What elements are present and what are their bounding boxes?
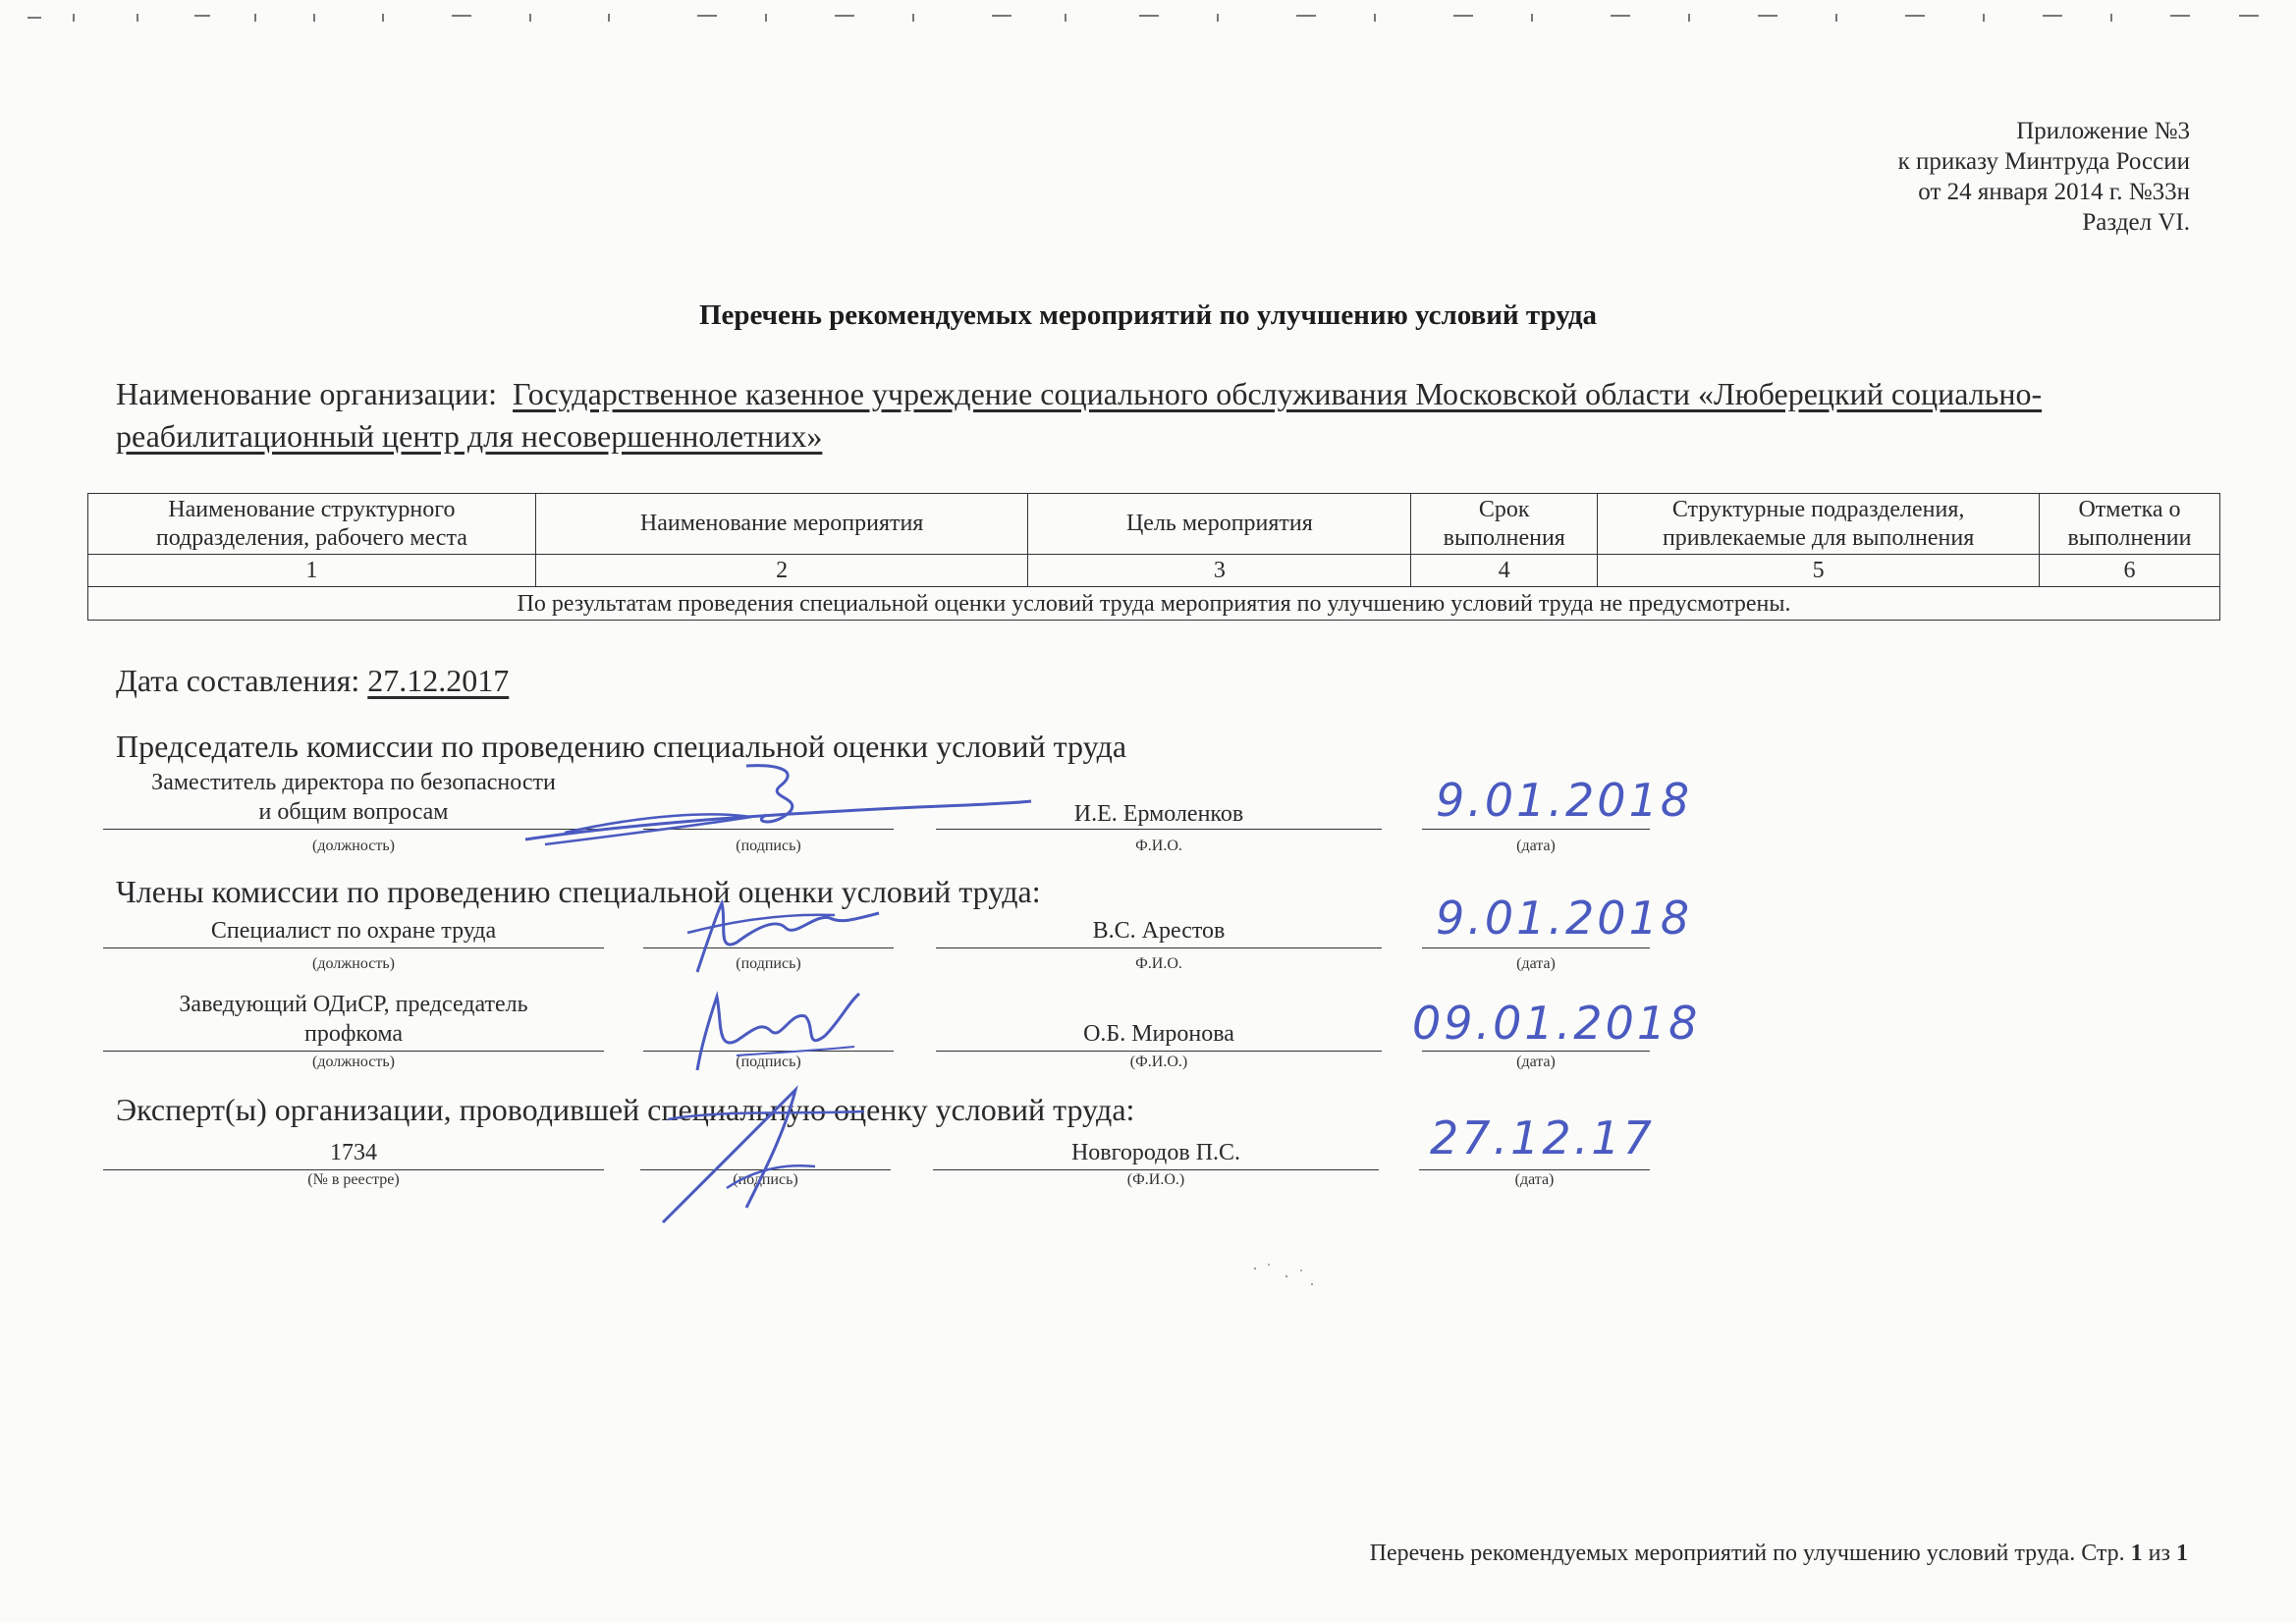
organization-block bbox=[116, 373, 2188, 458]
chairman-name: И.Е. Ермоленков bbox=[936, 800, 1382, 830]
table-number-row bbox=[88, 555, 2220, 587]
appendix-line: Приложение №3 bbox=[2016, 118, 2190, 144]
scan-speckles bbox=[1247, 1257, 1326, 1296]
appendix-line: от 24 января 2014 г. №33н bbox=[1918, 179, 2190, 205]
caption-signature: (подпись) bbox=[736, 1054, 801, 1070]
chairman-heading: Председатель комиссии по проведению специальной оценки условий труда bbox=[116, 729, 1127, 764]
caption-date: (дата) bbox=[1516, 1054, 1556, 1070]
compiled-date-label: Дата составления: bbox=[116, 663, 360, 698]
expert-registry-number: 1734 bbox=[103, 1139, 604, 1170]
caption-fio: Ф.И.О. bbox=[1135, 838, 1182, 854]
members-heading: Члены комиссии по проведению специальной оценки условий труда: bbox=[116, 874, 1041, 909]
caption-position: (должность) bbox=[312, 838, 395, 854]
caption-position: (должность) bbox=[312, 1054, 395, 1070]
table-number-cell: 2 bbox=[535, 555, 1028, 587]
footer-page-total: 1 bbox=[2176, 1541, 2188, 1566]
table-number-cell: 4 bbox=[1411, 555, 1598, 587]
table-number-cell: 5 bbox=[1598, 555, 2040, 587]
caption-date: (дата) bbox=[1516, 838, 1556, 854]
caption-fio: (Ф.И.О.) bbox=[1129, 1054, 1188, 1070]
expert-name: Новгородов П.С. bbox=[933, 1139, 1379, 1170]
footer-text: Перечень рекомендуемых мероприятий по улучшению условий труда. Стр. bbox=[1369, 1541, 2125, 1566]
caption-position: (должность) bbox=[312, 955, 395, 972]
member2-position-line: Заведующий ОДиСР, председатель bbox=[179, 992, 528, 1017]
table-header-cell: Цель мероприятия bbox=[1028, 494, 1411, 555]
caption-fio: Ф.И.О. bbox=[1135, 955, 1182, 972]
chairman-position-line: Заместитель директора по безопасности bbox=[151, 770, 556, 795]
compiled-date-block bbox=[116, 663, 517, 699]
member2-handwritten-date: 09.01.2018 bbox=[1412, 997, 1701, 1050]
table-header-cell: Структурные подразделения, привлекаемые для выполнения bbox=[1598, 494, 2040, 555]
expert-signature-icon bbox=[648, 1070, 884, 1227]
table-note: По результатам проведения специальной оценки условий труда мероприятия по улучшению условий труда не предусмотрены. bbox=[88, 587, 2220, 621]
footer-of: из bbox=[2148, 1541, 2170, 1566]
caption-date: (дата) bbox=[1514, 1171, 1555, 1188]
member2-position-line: профкома bbox=[303, 1021, 404, 1047]
member1-position: Специалист по охране труда bbox=[103, 917, 604, 948]
table-header-row bbox=[88, 494, 2220, 555]
appendix-header bbox=[1898, 116, 2190, 238]
organization-name: Государственное казенное учреждение социального обслуживания Московской области «Люберецкий социально-реабилитационный центр для несовершеннолетних» bbox=[116, 376, 2043, 454]
experts-heading: Эксперт(ы) организации, проводившей специальную оценку условий труда: bbox=[116, 1092, 1135, 1127]
document-title: Перечень рекомендуемых мероприятий по улучшению условий труда bbox=[698, 299, 1598, 331]
table-header-cell: Наименование мероприятия bbox=[535, 494, 1028, 555]
member2-signature-icon bbox=[678, 982, 874, 1080]
chairman-handwritten-date: 9.01.2018 bbox=[1436, 774, 1693, 827]
member2-position bbox=[103, 990, 604, 1052]
caption-signature: (подпись) bbox=[733, 1171, 798, 1188]
compiled-date-value: 27.12.2017 bbox=[367, 663, 510, 698]
table-header-cell: Срок выполнения bbox=[1411, 494, 1598, 555]
table-header-cell: Отметка о выполнении bbox=[2040, 494, 2220, 555]
appendix-line: Раздел VI. bbox=[2082, 209, 2190, 236]
caption-signature: (подпись) bbox=[736, 955, 801, 972]
member1-handwritten-date: 9.01.2018 bbox=[1436, 892, 1693, 945]
expert-handwritten-date: 27.12.17 bbox=[1430, 1111, 1655, 1164]
table-number-cell: 3 bbox=[1028, 555, 1411, 587]
chairman-position-line: и общим вопросам bbox=[258, 799, 449, 825]
caption-registry: (№ в реестре) bbox=[307, 1171, 400, 1188]
organization-label: Наименование организации: bbox=[116, 376, 498, 411]
caption-date: (дата) bbox=[1516, 955, 1556, 972]
table-note-row bbox=[88, 587, 2220, 621]
page-footer bbox=[1370, 1541, 2188, 1567]
caption-signature: (подпись) bbox=[736, 838, 801, 854]
caption-fio: (Ф.И.О.) bbox=[1126, 1171, 1185, 1188]
member2-name: О.Б. Миронова bbox=[936, 1020, 1382, 1052]
footer-page-number: 1 bbox=[2130, 1541, 2143, 1566]
appendix-line: к приказу Минтруда России bbox=[1897, 148, 2190, 175]
chairman-signature-icon bbox=[506, 746, 1036, 854]
measures-table bbox=[87, 493, 2220, 621]
table-header-cell: Наименование структурного подразделения, рабочего места bbox=[88, 494, 536, 555]
member1-name: В.С. Арестов bbox=[936, 917, 1382, 948]
table-number-cell: 1 bbox=[88, 555, 536, 587]
member1-signature-icon bbox=[668, 884, 894, 982]
perforation-marks bbox=[20, 10, 2278, 27]
table-number-cell: 6 bbox=[2040, 555, 2220, 587]
